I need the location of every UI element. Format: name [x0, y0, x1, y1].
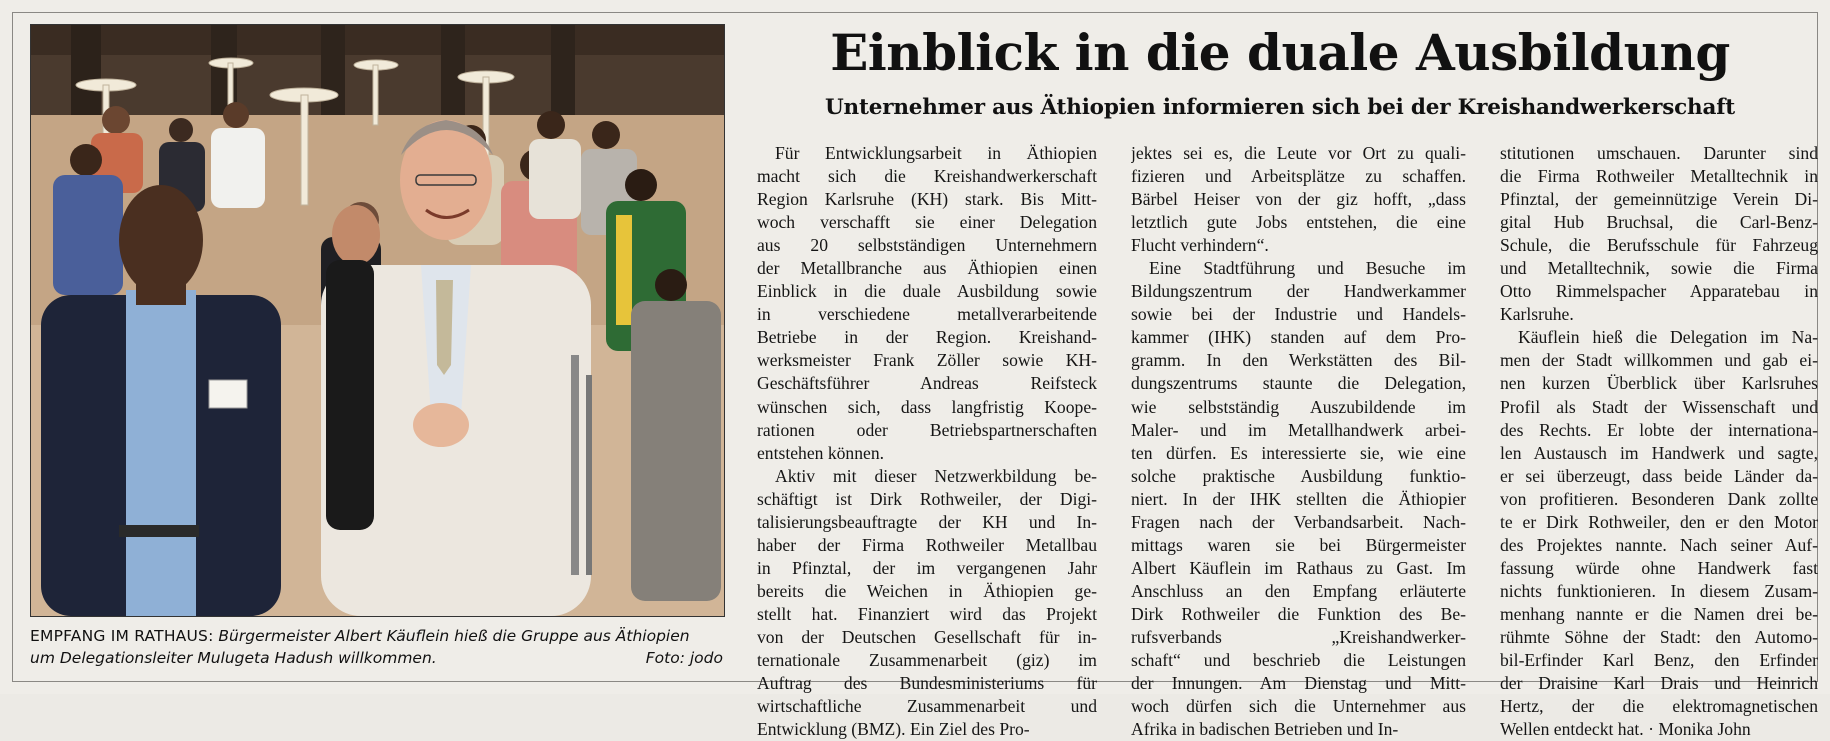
article-line: gramm. In den Werkstätten des Bil-: [1131, 350, 1466, 371]
article-line: Hertz, der die elektromagnetischen: [1500, 696, 1818, 717]
article-line: Fragen nach der Verbandsarbeit. Nach-: [1131, 511, 1466, 532]
article-line: sowie bei der Industrie und Handels-: [1131, 304, 1466, 325]
article-line: der Draisine Karl Drais und Heinrich: [1500, 673, 1818, 694]
article-line: entstehen können.: [757, 442, 885, 463]
article-line: der Metallbranche aus Äthiopien einen: [757, 258, 1097, 279]
photo-illustration: [31, 25, 724, 616]
article-line: Flucht verhindern“.: [1131, 235, 1269, 256]
article-line: Einblick in die duale Ausbildung sowie: [757, 281, 1097, 302]
article-line: Käuflein hieß die Delegation im Na-: [1518, 327, 1818, 348]
article-line: und Metalltechnik, sowie die Firma: [1500, 258, 1818, 279]
article-line: mittags waren sie bei Bürgermeister: [1131, 534, 1466, 555]
article-line: rühmte Söhne der Stadt: den Automo-: [1500, 626, 1818, 647]
article-line: Für Entwicklungsarbeit in Äthiopien: [775, 143, 1097, 163]
caption-text-1: Bürgermeister Albert Käuflein hieß die Gruppe aus Äthiopien: [213, 627, 690, 645]
article-line: len Austausch im Handwerk und sagte,: [1500, 442, 1818, 463]
article-line: Aktiv mit dieser Netzwerkbildung be-: [775, 465, 1097, 486]
article-line: Anschluss an den Empfang erläuterte: [1131, 580, 1466, 601]
article-line: te er Dirk Rothweiler, den er den Motor: [1500, 511, 1818, 532]
article-line: werksmeister Frank Zöller sowie KH-: [757, 350, 1097, 371]
article-line: woch verschafft sie einer Delegation: [757, 212, 1097, 233]
article-line: Dirk Rothweiler die Funktion des Be-: [1131, 603, 1466, 624]
article-line: fizieren und Arbeitsplätze zu schaffen.: [1131, 166, 1466, 187]
article-line: bil-Erfinder Karl Benz, den Erfinder: [1500, 650, 1818, 671]
article-line: Bärbel Heiser von der giz hofft, „dass: [1131, 189, 1466, 210]
article-line: Profil als Stadt der Wissenschaft und: [1500, 396, 1818, 417]
article-line: rufsverbands „Kreishandwerker-: [1131, 626, 1466, 647]
article-column-3: [1500, 142, 1818, 740]
article-line: Auftrag des Bundesministeriums für: [757, 673, 1097, 694]
article-line: ten dürfen. Es interessierte sie, wie eine: [1131, 442, 1466, 463]
article-headline: Einblick in die duale Ausbildung: [830, 23, 1730, 82]
caption-text-2: um Delegationsleiter Mulugeta Hadush willkommen.: [30, 649, 437, 667]
article-line: stellt hat. Finanziert wird das Projekt: [757, 603, 1097, 624]
photo-caption: [30, 625, 723, 673]
article-line: Pfinztal, der gemeinnützige Verein Di-: [1500, 189, 1818, 210]
article-line: schäftigt ist Dirk Rothweiler, der Digi-: [757, 488, 1097, 509]
article-line: Maler- und im Metallhandwerk arbei-: [1131, 419, 1466, 440]
article-line: des Rechts. Er lobte der internationa-: [1500, 419, 1818, 440]
article-line: rationen oder Betriebspartnerschaften: [757, 419, 1097, 440]
article-line: nen kurzen Überblick über Karlsruhes: [1500, 373, 1818, 394]
article-line: stitutionen umschauen. Darunter sind: [1500, 143, 1818, 163]
article-line: Eine Stadtführung und Besuche im: [1149, 258, 1466, 279]
article-line: des Projektes nannte. Nach seiner Auf-: [1500, 534, 1818, 555]
article-line: Entwicklung (BMZ). Ein Ziel des Pro-: [757, 719, 1030, 740]
article-line: von profitieren. Besonderen Dank zollte: [1500, 488, 1818, 509]
article-photo: [30, 24, 725, 617]
article-line: Geschäftsführer Andreas Reifsteck: [757, 373, 1097, 394]
article-line: in Pfinztal, der im vergangenen Jahr: [757, 557, 1097, 578]
article-line: Betriebe in der Region. Kreishand-: [757, 327, 1097, 348]
article-line: bereits die Weichen in Äthiopien ge-: [757, 580, 1097, 601]
article-line: dungszentrums staunte die Delegation,: [1131, 373, 1466, 394]
article-line: Karlsruhe.: [1500, 304, 1574, 325]
caption-line-1: [30, 625, 723, 647]
caption-lead: EMPFANG IM RATHAUS:: [30, 627, 214, 645]
article-line: wie selbstständig Auszubildende im: [1131, 396, 1466, 417]
article-line: wünschen sich, dass langfristig Koope-: [757, 396, 1097, 417]
article-line: kammer (IHK) standen auf dem Pro-: [1131, 327, 1466, 348]
article-column-1: [757, 142, 1097, 740]
article-line: niert. In der IHK stellten die Äthiopier: [1131, 488, 1466, 509]
article-line: solche praktische Ausbildung funktio-: [1131, 465, 1466, 486]
article-line: Afrika in badischen Betrieben und In-: [1131, 719, 1399, 740]
article-line: wirtschaftliche Zusammenarbeit und: [757, 696, 1097, 717]
article-line: Otto Rimmelspacher Apparatebau in: [1500, 281, 1818, 302]
photo-credit: Foto: jodo: [645, 649, 723, 667]
article-line: woch dürfen sich die Unternehmer aus: [1131, 696, 1466, 717]
article-line: talisierungsbeauftragte der KH und In-: [757, 511, 1097, 532]
article-line: ternationale Zusammenarbeit (giz) im: [757, 650, 1097, 671]
article-line: Bildungszentrum der Handwerkammer: [1131, 281, 1466, 302]
article-line: der Innungen. Am Dienstag und Mitt-: [1131, 673, 1466, 694]
article-line: nichts funktionieren. In diesem Zusam-: [1500, 580, 1818, 601]
article-column-2: [1131, 142, 1466, 740]
article-line: aus 20 selbstständigen Unternehmern: [757, 235, 1097, 256]
article-line: Albert Käuflein im Rathaus zu Gast. Im: [1131, 557, 1466, 578]
article-line: jektes sei es, die Leute vor Ort zu quali-: [1131, 143, 1466, 163]
article-line: er sei überzeugt, dass beide Länder da-: [1500, 465, 1818, 486]
article-line: Wellen entdeckt hat. · Monika John: [1500, 719, 1751, 740]
article-line: gital Hub Bruchsal, die Carl-Benz-: [1500, 212, 1818, 233]
article-line: schaft“ und beschrieb die Leistungen: [1131, 650, 1466, 671]
article-line: macht sich die Kreishandwerkerschaft: [757, 166, 1097, 187]
article-line: letztlich gute Jobs entstehen, die eine: [1131, 212, 1466, 233]
article-line: Schule, die Berufsschule für Fahrzeug: [1500, 235, 1818, 256]
article-line: von der Deutschen Gesellschaft für in-: [757, 626, 1097, 647]
caption-line-2: [30, 647, 723, 669]
article-line: in verschiedene metallverarbeitende: [757, 304, 1097, 325]
article-line: menhang nannte er die Namen drei be-: [1500, 603, 1818, 624]
article-line: Region Karlsruhe (KH) stark. Bis Mitt-: [757, 189, 1097, 210]
article-line: die Firma Rothweiler Metalltechnik in: [1500, 166, 1818, 187]
article-line: men der Stadt willkommen und gab ei-: [1500, 350, 1818, 371]
article-line: fassung würde ohne Handwerk fast: [1500, 557, 1818, 578]
article-line: haber der Firma Rothweiler Metallbau: [757, 534, 1097, 555]
article-subheadline: Unternehmer aus Äthiopien informieren sich bei der Kreishandwerkerschaft: [825, 95, 1735, 120]
